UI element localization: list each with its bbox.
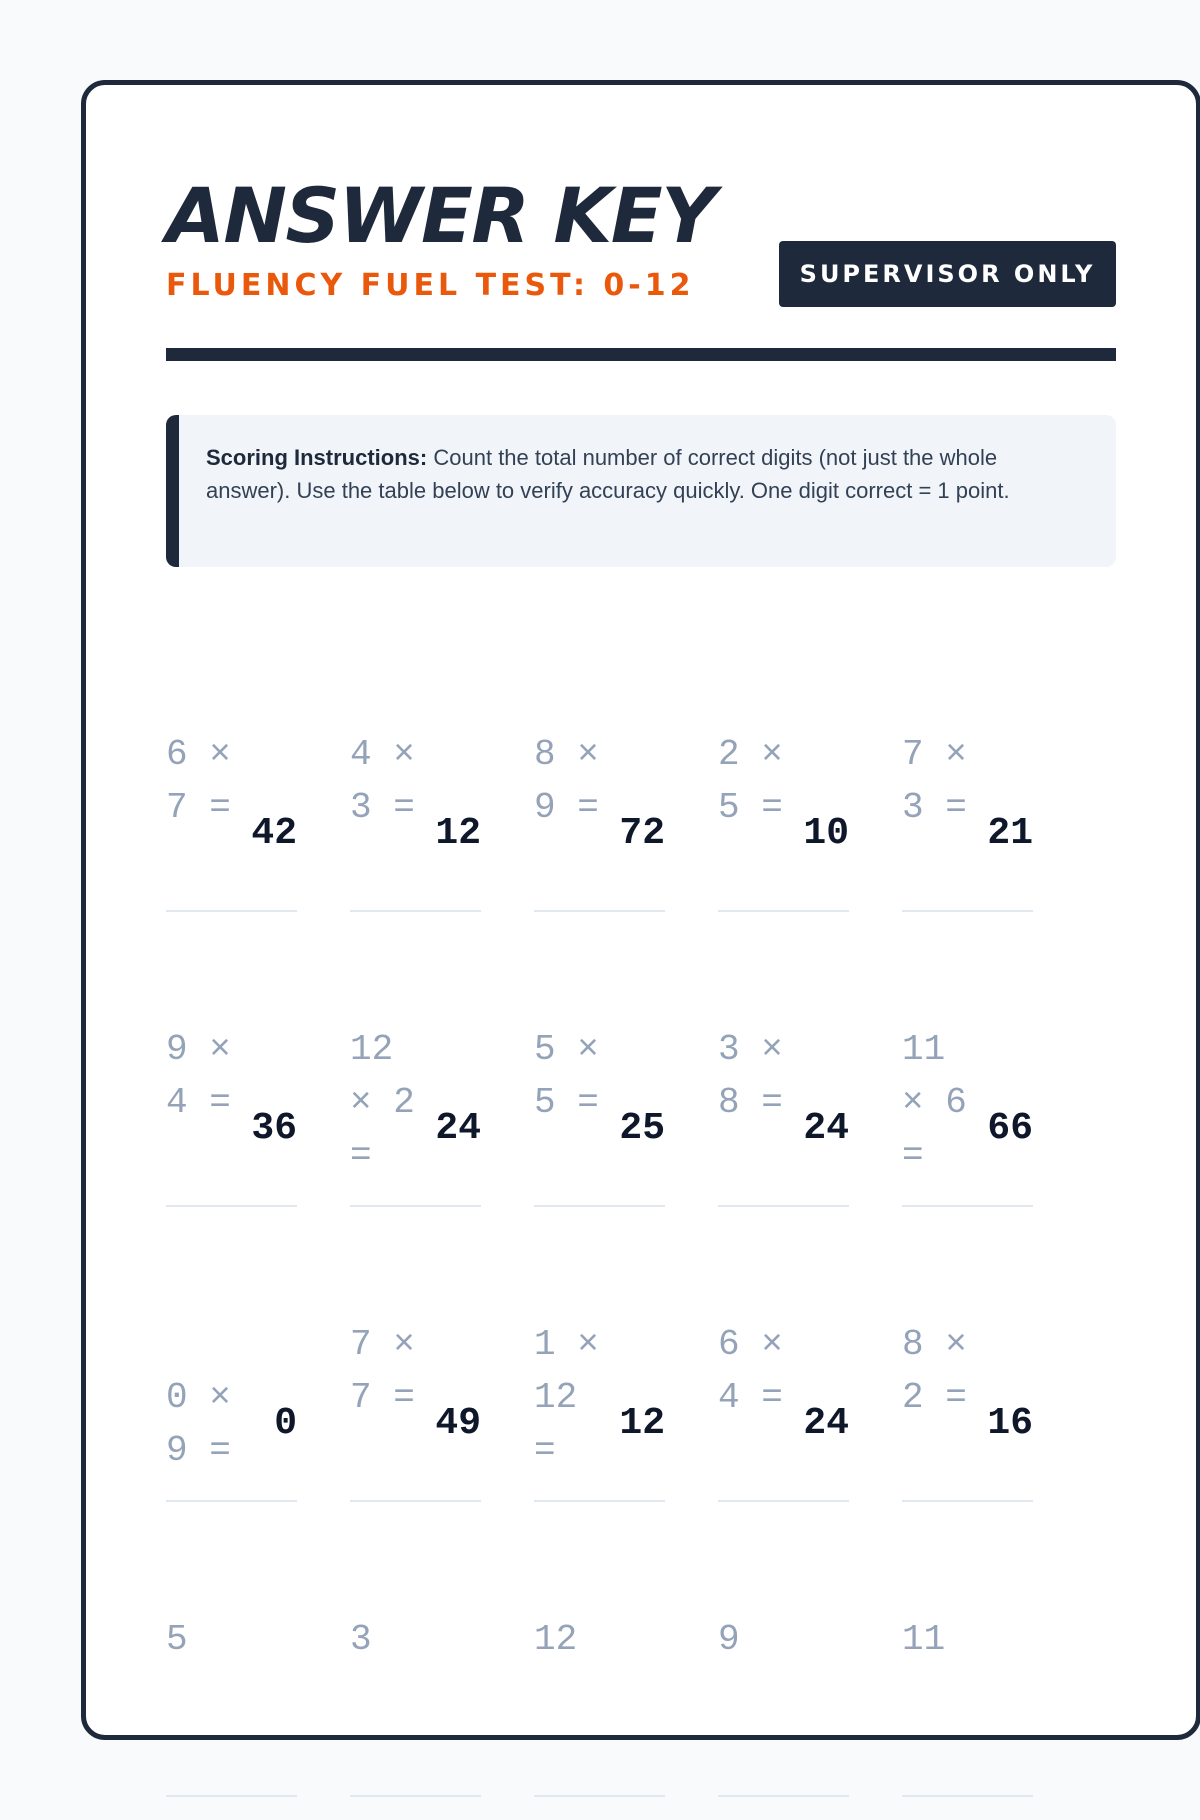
problem-expression: 5 [166,1619,188,1660]
problem-cell [534,1230,665,1525]
problem-expression: 0 × 9 = [166,1377,231,1471]
problem-cell [534,935,665,1230]
problem-cell [350,935,481,1230]
problem-expression: 9 [718,1619,740,1660]
test-subtitle: FLUENCY FUEL TEST: 0-12 [166,268,695,303]
supervisor-only-badge: SUPERVISOR ONLY [779,241,1116,307]
answer-value: 49 [435,1402,481,1445]
problem-expression: 6 × 4 = [718,1324,783,1418]
problem-cell [350,1525,481,1820]
problems-grid [166,640,1116,1820]
problem-expression: 2 × 5 = [718,734,783,828]
header-divider [166,348,1116,361]
problem-expression: 12 × 2 = [350,1029,415,1176]
problem-cell [534,640,665,935]
problem-expression: 3 × 8 = [718,1029,783,1123]
problem-cell [718,1525,849,1820]
problem-cell [718,640,849,935]
problem-expression: 9 × 4 = [166,1029,231,1123]
answer-value: 24 [803,1402,849,1445]
answer-value: 10 [803,812,849,855]
problem-expression: 11 [902,1619,946,1660]
answer-value: 12 [435,812,481,855]
answer-value: 42 [251,812,297,855]
header [166,85,1116,365]
answer-value: 24 [435,1107,481,1150]
problem-expression: 8 × 2 = [902,1324,967,1418]
answer-value: 66 [987,1107,1033,1150]
answer-value: 72 [619,812,665,855]
answer-key-card [81,80,1200,1740]
problem-expression: 8 × 9 = [534,734,599,828]
problem-cell [166,1525,297,1820]
problem-expression: 6 × 7 = [166,734,231,828]
problem-cell [902,1230,1033,1525]
problem-expression: 7 × 3 = [902,734,967,828]
problem-cell [166,935,297,1230]
scoring-instructions [166,415,1116,567]
problem-cell [718,1230,849,1525]
problem-cell [902,640,1033,935]
answer-value: 0 [274,1402,297,1445]
problem-cell [534,1525,665,1820]
answer-value: 36 [251,1107,297,1150]
answer-value: 25 [619,1107,665,1150]
instructions-label: Scoring Instructions: [206,445,428,470]
answer-value: 21 [987,812,1033,855]
answer-value: 12 [619,1402,665,1445]
problem-cell [350,1230,481,1525]
problem-expression: 5 × 5 = [534,1029,599,1123]
problem-expression: 1 × 12 = [534,1324,599,1471]
problem-expression: 3 [350,1619,372,1660]
problem-expression: 4 × 3 = [350,734,415,828]
problem-cell [718,935,849,1230]
problem-cell [902,1525,1033,1820]
page-title: ANSWER KEY [166,171,715,260]
answer-value: 16 [987,1402,1033,1445]
problem-expression: 7 × 7 = [350,1324,415,1418]
instructions-text: Count the total number of correct digits (not just the whole answer). Use the table below to verify accuracy quickly. One digit correct = 1 point. [206,445,1010,503]
answer-value: 24 [803,1107,849,1150]
problem-expression: 12 [534,1619,578,1660]
problem-cell [166,1230,297,1525]
problem-cell [166,640,297,935]
problem-expression: 11 × 6 = [902,1029,967,1176]
problem-cell [902,935,1033,1230]
problem-cell [350,640,481,935]
